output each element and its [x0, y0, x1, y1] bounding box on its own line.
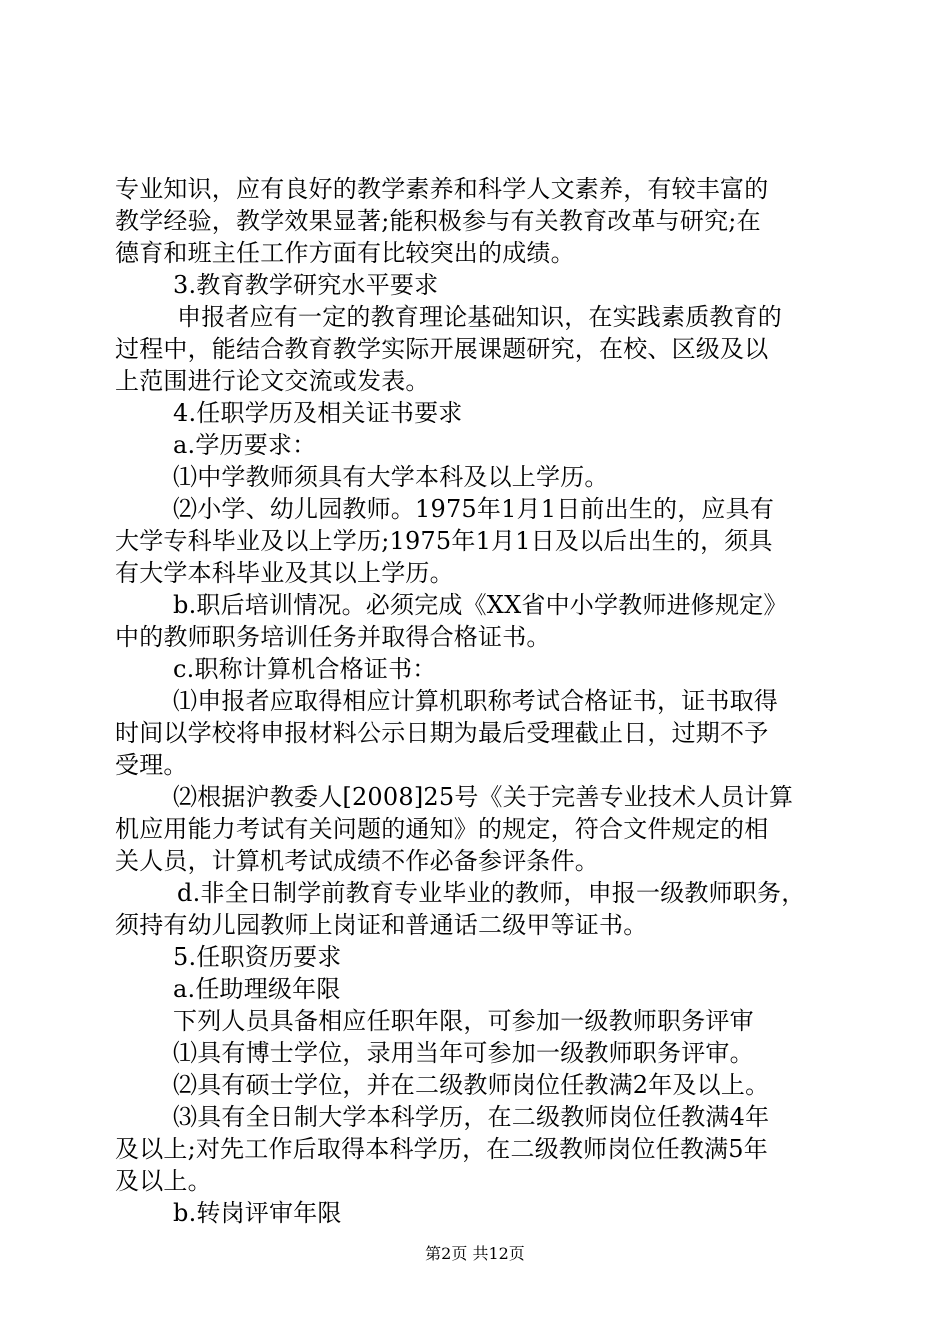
- subsection-heading: d.非全日制学前教育专业毕业的教师，申报一级教师职务，: [177, 879, 806, 907]
- subsection-heading: a.学历要求：: [173, 431, 317, 459]
- body-line: 中的教师职务培训任务并取得合格证书。: [115, 623, 551, 651]
- subsection-heading: a.任助理级年限: [173, 975, 341, 1003]
- list-item: ⑶具有全日制大学本科学历，在二级教师岗位任教满4年: [173, 1103, 770, 1131]
- body-line: 须持有幼儿园教师上岗证和普通话二级甲等证书。: [115, 911, 648, 939]
- body-line: 时间以学校将申报材料公示日期为最后受理截止日，过期不予: [115, 719, 769, 747]
- list-item: ⑴具有博士学位，录用当年可参加一级教师职务评审。: [173, 1039, 754, 1067]
- document-body: [115, 173, 833, 1229]
- list-item: ⑴申报者应取得相应计算机职称考试合格证书，证书取得: [173, 687, 778, 715]
- body-line: 大学专科毕业及以上学历;1975年1月1日及以后出生的，须具: [115, 527, 773, 555]
- body-line: 及以上;对先工作后取得本科学历，在二级教师岗位任教满5年: [115, 1135, 768, 1163]
- body-line: 专业知识，应有良好的教学素养和科学人文素养，有较丰富的: [115, 175, 769, 203]
- body-line: 申报者应有一定的教育理论基础知识，在实践素质教育的: [177, 303, 782, 331]
- body-line: 机应用能力考试有关问题的通知》的规定，符合文件规定的相: [115, 815, 769, 843]
- list-item: ⑵根据沪教委人[2008]25号《关于完善专业技术人员计算: [173, 783, 794, 811]
- section-heading: 4.任职学历及相关证书要求: [173, 399, 463, 427]
- body-line: 受理。: [115, 751, 188, 779]
- body-line: 上范围进行论文交流或发表。: [115, 367, 430, 395]
- body-line: 下列人员具备相应任职年限，可参加一级教师职务评审: [173, 1007, 754, 1035]
- body-line: 教学经验，教学效果显著;能积极参与有关教育改革与研究;在: [115, 207, 761, 235]
- subsection-heading: b.转岗评审年限: [173, 1199, 342, 1227]
- body-line: 德育和班主任工作方面有比较突出的成绩。: [115, 239, 575, 267]
- page-number-footer: 第2页 共12页: [425, 1244, 525, 1263]
- body-line: 及以上。: [115, 1167, 212, 1195]
- section-heading: 5.任职资历要求: [173, 943, 342, 971]
- body-line: 过程中，能结合教育教学实际开展课题研究，在校、区级及以: [115, 335, 769, 363]
- list-item: ⑴中学教师须具有大学本科及以上学历。: [173, 463, 609, 491]
- section-heading: 3.教育教学研究水平要求: [173, 271, 439, 299]
- body-line: 有大学本科毕业及其以上学历。: [115, 559, 454, 587]
- list-item: ⑵具有硕士学位，并在二级教师岗位任教满2年及以上。: [173, 1071, 770, 1099]
- subsection-heading: b.职后培训情况。必须完成《XX省中小学教师进修规定》: [173, 591, 788, 619]
- subsection-heading: c.职称计算机合格证书：: [173, 655, 437, 683]
- list-item: ⑵小学、幼儿园教师。1975年1月1日前出生的，应具有: [173, 495, 775, 523]
- body-line: 关人员，计算机考试成绩不作必备参评条件。: [115, 847, 599, 875]
